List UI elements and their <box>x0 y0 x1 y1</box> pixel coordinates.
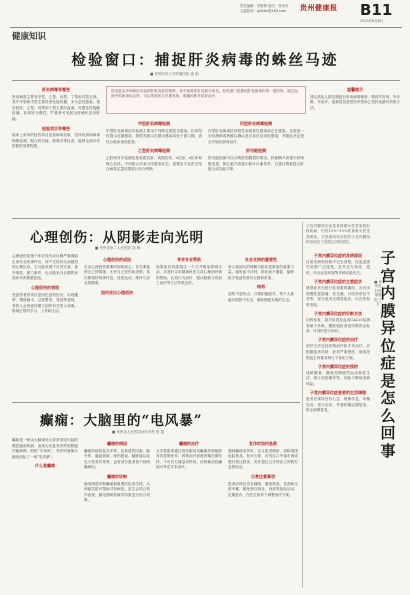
article3-subhead: 癫痫的诊断 <box>107 473 127 479</box>
article4-paragraph: 患者应保持良好心态，规律作息，均衡饮食，适当运动，并遵医嘱定期复查，防止病情复发。 <box>306 397 370 413</box>
article1-byline: ■ 贵州医科大学附属医院 唐 娟 <box>150 72 199 76</box>
article1-col-2 <box>106 118 202 214</box>
article4-subhead: 子宫内膜异位症的诊断方法 <box>314 310 362 316</box>
article1-col-4 <box>310 84 400 214</box>
paper-name: 贵州健康报 <box>300 3 338 12</box>
article2-paragraph: 受创伤者常常反复回忆创伤经历，出现噩梦、情绪麻木、过度警觉、易怒等表现，有的人会刻意回避与创伤有关的人和事，影响正常的学习、工作和生活。 <box>12 292 78 314</box>
article2-headline: 心理创伤：从阴影走向光明 <box>30 230 204 246</box>
column-divider <box>302 222 303 588</box>
article1-subhead: 乙型肝炎病毒检测 <box>138 148 170 154</box>
article1-headline: 检验窗口：捕捉肝炎病毒的蛛丝马迹 <box>71 53 339 69</box>
article1-subhead: 丙型肝炎病毒检测 <box>240 121 272 126</box>
article1-paragraph: 甲型肝炎病毒抗体检测主要用于判断近期是否感染。抗体阳性提示近期感染，阴性则提示近期未感染或处于窗口期，需结合临床表现复查。 <box>106 128 202 144</box>
article1-subhead: 温馨提示 <box>347 87 363 92</box>
article1-col-1 <box>12 84 100 214</box>
article2-byline: ■ 贵州省第二人民医院 刘 梅 <box>95 246 141 250</box>
article1-paragraph: 建议高危人群定期进行肝炎病毒筛查，做到早发现、早诊断、早治疗。接种疫苗是预防甲型和乙型肝炎最有效的方法。 <box>310 94 400 110</box>
article3-col-3 <box>156 438 222 588</box>
article3-paragraph: 遇到癫痫发作时，应让患者侧卧，清除周围危险物品，松开衣领，切勿往口中塞东西或强行按压肢体。发作超过五分钟应立即拨打急救电话。 <box>228 448 298 470</box>
article1-paragraph: 临床上常用的检验项目包括病毒抗原、抗体检测和病毒核酸检测，配合肝功能、影像学等检查，能够全面评估肝脏的受损程度。 <box>12 133 100 149</box>
article3-headline: 癫痫：大脑里的“电风暴” <box>40 413 203 429</box>
article3-paragraph: 癫痫的病因复杂多样，包括遗传因素、脑外伤、脑血管病、颅内感染、脑肿瘤以及先天发育异常等，也有部分患者找不到明确病因。 <box>84 448 150 470</box>
article2-col-2 <box>84 254 150 398</box>
article1-subhead: 肝功能检测 <box>246 148 266 154</box>
article2-paragraph: 创伤不是终点，只要积极面对，每个人都能从阴影中走出，重新拥抱光明的生活。 <box>228 291 294 302</box>
article3-subhead: 什么是癫痫 <box>35 463 55 469</box>
article2-subhead: 社会支持的重要性 <box>245 257 277 262</box>
article4-paragraph: 适龄婚育、避免经期剧烈运动和性生活、减少宫腔操作等，有助于降低发病风险。 <box>306 370 370 386</box>
header-meta-line: 责任编辑：刘智锋 版式：张永民 <box>240 4 289 8</box>
article4-subhead: 子宫内膜异位症的主要症状 <box>314 278 362 284</box>
article3-subhead: 癫痫的治疗 <box>179 441 199 446</box>
article4-subhead: 子宫内膜异位症的发病原因 <box>314 252 362 258</box>
article3-col-4 <box>228 438 298 588</box>
article1-col-3 <box>208 118 304 214</box>
article4-subhead: 子宫内膜异位症的预防 <box>318 363 358 369</box>
page-number: B11 <box>360 1 393 19</box>
page-date: 2023年8月8日 <box>360 19 384 23</box>
article4-byline: ■ 贵州省妇幼保健院 王 芳 <box>374 280 382 307</box>
article3-paragraph: 大多数患者通过规范服用抗癫痫药物能够有效控制发作。药物治疗需遵医嘱长期坚持，不可自行减量或停药。药物难治性癫痫可考虑手术治疗。 <box>156 448 222 470</box>
article1-paragraph: 肝功能检测可以反映肝细胞损伤情况。转氨酶升高提示肝细胞受损，胆红素升高提示胆汁代谢异常，白蛋白降低提示肝脏合成功能下降。 <box>208 155 304 172</box>
section-label: 健康知识 <box>12 32 47 42</box>
article4-paragraph: 典型症状为进行性加重的痛经，还可出现慢性盆腔痛、性交痛、月经异常及不孕等，部分患者无明显症状，仅在体检时发现。 <box>306 285 370 307</box>
article3-paragraph: 癫痫是一种由大脑神经元异常放电引起的慢性脑部疾病，表现为反复发作的短暂脑功能障碍，俗称“羊角风”。发作时就像大脑里刮起了一场“电风暴”。 <box>12 438 78 459</box>
article2-subhead: 心理创伤的成因 <box>103 257 131 262</box>
article2-subhead: 如何走出心理创伤 <box>101 289 133 295</box>
article2-paragraph: 走出心理创伤需要时间和耐心。首先要接纳自己的情绪，允许自己悲伤和恐惧；其次要保持规律作息，适度运动，维持与亲友的联系。 <box>84 264 150 286</box>
article2-paragraph: 家人和朋友的理解与陪伴是康复的重要力量。倾听而不评判，陪伴而不催促，能够给予受创伤者安全感和希望。 <box>228 264 294 280</box>
article1-subhead: 检验项目有哪些 <box>42 125 70 131</box>
article2-col-4 <box>228 254 294 398</box>
article2-subhead: 结语 <box>257 284 265 290</box>
article3-paragraph: 患者应保证充足睡眠，避免熬夜、饮酒和过度劳累，避免独自游泳、登高等危险活动，定期复诊，在医生指导下调整治疗方案。 <box>228 481 298 497</box>
article2-paragraph: 如果症状持续超过一个月并明显影响生活，应及时寻求精神科医生或心理治疗师的帮助。认知行为治疗、眼动脱敏与再加工治疗等方法效果良好。 <box>156 264 222 286</box>
article3-col-1 <box>12 438 78 588</box>
article3-subhead: 癫痫的病因 <box>107 441 127 446</box>
header-meta-line: 主编热线：gzfybk@163.com <box>240 9 287 13</box>
section-rule <box>12 218 400 219</box>
article2-paragraph: 心理创伤是指个体在经历或目睹严重威胁生命安全的事件后，所产生的持久而强烈的心理反应。它可能来源于自然灾害、意外事故、暴力事件，也可能来自长期的家庭冲突或情感忽视。 <box>12 254 78 281</box>
article4-paragraph: 妇科检查、超声检查及血清CA125检测有助于诊断，腹腔镜检查是诊断的金标准，可同时进行治疗。 <box>306 317 370 334</box>
article1-lead: 肝炎是由多种病因引起的肝脏炎症的统称，其中病毒性肝炎最为常见。检验窗口是捕捉肝炎病毒的第一道防线，通过血液中的病毒标志物，可以帮助医生早期发现、明确诊断并指导治疗。 <box>106 86 306 114</box>
article1-subhead: 甲型肝炎病毒检测 <box>138 121 170 126</box>
article1-subhead: 肝炎病毒有哪些 <box>42 87 70 92</box>
article3-subhead: 发作时如何急救 <box>249 441 277 446</box>
article1-paragraph: 肝炎病毒主要有甲型、乙型、丙型、丁型和戊型五种。其中甲型和戊型主要经消化道传播，多为急性感染，预后较好；乙型、丙型和丁型主要经血液、母婴及性接触传播，容易转为慢性，严重者可发展为肝硬化甚至肝癌。 <box>12 94 100 121</box>
article3-subhead: 日常注意事项 <box>251 473 275 479</box>
article1-rule <box>12 80 400 81</box>
article4-paragraph: 目前发病原因尚不完全清楚，经血逆流学说被广泛接受，此外还与免疫、遗传、内分泌及环境等多种因素有关。 <box>306 259 370 275</box>
article1-paragraph: 丙型肝炎病毒抗体阳性说明曾经感染或正在感染，还需进一步检测病毒核酸以确认是否存在活动性感染，并据此决定是否开始抗病毒治疗。 <box>208 128 304 144</box>
section-rule <box>12 402 300 403</box>
article4-lead: 子宫内膜异位症是育龄期女性常见的妇科疾病，约有10%~15%的育龄女性受其困扰。它是指具有活性的子宫内膜组织出现在子宫腔以外的部位。 <box>306 224 370 245</box>
masthead-rule <box>10 27 402 28</box>
article2-col-3 <box>156 254 222 398</box>
article4-paragraph: 治疗方法包括药物治疗和手术治疗，应根据患者年龄、症状严重程度、病变范围及生育要求制订个体化方案。 <box>306 344 370 360</box>
article2-col-1 <box>12 254 78 398</box>
article4-subhead: 子宫内膜异位症的治疗 <box>318 337 358 343</box>
article2-subhead: 心理创伤的表现 <box>31 284 59 290</box>
article3-col-2 <box>84 438 150 588</box>
article4-col-1 <box>306 250 370 588</box>
article4-subhead: 子宫内膜异位症患者的生活调理 <box>310 389 366 395</box>
article1-paragraph: 乙肝两对半检测包括表面抗原、表面抗体、e抗原、e抗体和核心抗体。不同组合代表不同感染状态，需要由专业医生结合病毒定量结果进行综合判断。 <box>106 155 202 172</box>
article2-subhead: 寻求专业帮助 <box>177 257 201 262</box>
article4-headline: 子宫内膜异位症是怎么回事 <box>380 249 396 460</box>
article3-paragraph: 脑电图是诊断癫痫最重要的检查手段，头颅磁共振可帮助寻找病因。医生会结合发作表现、脑电图和影像学结果进行综合判断。 <box>84 481 150 503</box>
article3-byline: ■ 贵州省人民医院神经内科 张 霞 <box>112 430 165 434</box>
